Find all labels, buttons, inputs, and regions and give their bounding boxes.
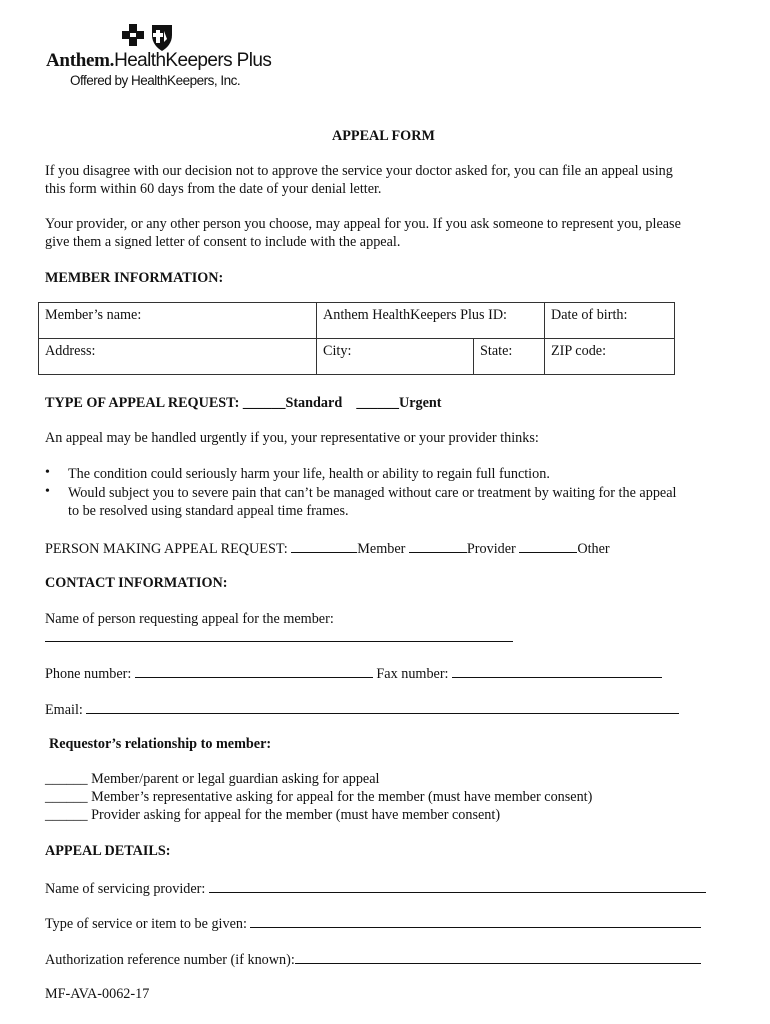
person-provider-option: Provider: [466, 541, 516, 557]
logo-brand: Anthem.: [46, 50, 115, 71]
relationship-option-2-label: Member’s representative asking for appeal for the member (must have member consent): [91, 789, 593, 805]
other-blank[interactable]: [519, 538, 577, 553]
email-row: [45, 699, 679, 719]
servicing-provider-label: Name of servicing provider:: [45, 881, 206, 897]
service-type-field[interactable]: [250, 913, 701, 928]
plan-id-cell[interactable]: [317, 303, 545, 339]
zip-cell[interactable]: [545, 339, 675, 375]
relationship-option-3[interactable]: [45, 806, 500, 824]
urgent-bullet-2-line-1: Would subject you to severe pain that can’t be managed without care or treatment by waiting for the appeal: [68, 485, 677, 501]
standard-blank[interactable]: ______: [242, 395, 286, 411]
phone-field[interactable]: [135, 663, 373, 678]
relationship-option-1-label: Member/parent or legal guardian asking for appeal: [91, 771, 380, 787]
member-info-table: [38, 302, 675, 375]
phone-label: Phone number:: [45, 666, 132, 682]
relationship-blank[interactable]: ______: [45, 789, 88, 805]
servicing-provider-row: [45, 878, 706, 898]
page-title: APPEAL FORM: [332, 128, 435, 144]
auth-number-row: [45, 949, 701, 969]
urgent-blank[interactable]: ______: [356, 395, 399, 411]
intro-line-3: Your provider, or any other person you choose, may appeal for you. If you ask someone to represent you, please: [45, 216, 681, 232]
zip-label: ZIP code:: [551, 343, 607, 359]
service-type-row: [45, 913, 701, 933]
logo-offered-by: Offered by HealthKeepers, Inc.: [70, 73, 241, 88]
email-field[interactable]: [86, 699, 679, 714]
appeal-type-row: [45, 394, 442, 412]
dob-cell[interactable]: [545, 303, 675, 339]
state-label: State:: [480, 343, 513, 359]
relationship-option-3-label: Provider asking for appeal for the member (must have member consent): [91, 807, 501, 823]
state-cell[interactable]: [474, 339, 545, 375]
urgent-bullet-2-line-2: to be resolved using standard appeal time frames.: [68, 503, 349, 519]
member-info-heading: MEMBER INFORMATION:: [45, 270, 224, 286]
relationship-blank[interactable]: ______: [45, 807, 88, 823]
standard-option: Standard: [285, 395, 343, 411]
person-making-label: PERSON MAKING APPEAL REQUEST:: [45, 541, 288, 557]
auth-number-field[interactable]: [295, 949, 701, 964]
city-label: City:: [323, 343, 352, 359]
bullet-glyph: •: [45, 484, 50, 499]
fax-field[interactable]: [452, 663, 662, 678]
requestor-name-field[interactable]: [45, 641, 513, 642]
intro-line-4: give them a signed letter of consent to include with the appeal.: [45, 234, 401, 250]
auth-number-label: Authorization reference number (if known):: [45, 952, 295, 968]
service-type-label: Type of service or item to be given:: [45, 916, 247, 932]
person-making-row: [45, 538, 610, 558]
relationship-option-1[interactable]: [45, 770, 379, 788]
plan-id-label: Anthem HealthKeepers Plus ID:: [323, 307, 508, 323]
address-cell[interactable]: [39, 339, 317, 375]
appeal-type-heading: TYPE OF APPEAL REQUEST:: [45, 395, 240, 411]
dob-label: Date of birth:: [551, 307, 628, 323]
logo-wordmark: [46, 50, 271, 72]
members-name-cell[interactable]: [39, 303, 317, 339]
urgent-bullet-1: The condition could seriously harm your life, health or ability to regain full function.: [68, 466, 550, 482]
bullet-glyph: •: [45, 465, 50, 480]
members-name-label: Member’s name:: [45, 307, 142, 323]
relationship-heading: Requestor’s relationship to member:: [49, 736, 272, 752]
servicing-provider-field[interactable]: [209, 878, 706, 893]
member-blank[interactable]: [291, 538, 357, 553]
provider-blank[interactable]: [409, 538, 467, 553]
intro-line-2: this form within 60 days from the date of your denial letter.: [45, 181, 382, 197]
relationship-option-2[interactable]: [45, 788, 592, 806]
person-other-option: Other: [577, 541, 610, 557]
email-label: Email:: [45, 702, 83, 718]
city-cell[interactable]: [317, 339, 474, 375]
urgent-option: Urgent: [398, 395, 442, 411]
requestor-name-label: Name of person requesting appeal for the member:: [45, 611, 334, 627]
phone-fax-row: [45, 663, 662, 683]
appeal-details-heading: APPEAL DETAILS:: [45, 843, 171, 859]
person-member-option: Member: [357, 541, 406, 557]
intro-line-1: If you disagree with our decision not to approve the service your doctor asked for, you can file an appeal using: [45, 163, 673, 179]
relationship-blank[interactable]: ______: [45, 771, 88, 787]
urgent-intro: An appeal may be handled urgently if you, your representative or your provider thinks:: [45, 430, 539, 446]
fax-label: Fax number:: [376, 666, 449, 682]
address-label: Address:: [45, 343, 96, 359]
logo-product: HealthKeepers Plus: [114, 50, 272, 71]
form-code: MF-AVA-0062-17: [45, 986, 150, 1002]
contact-heading: CONTACT INFORMATION:: [45, 575, 228, 591]
